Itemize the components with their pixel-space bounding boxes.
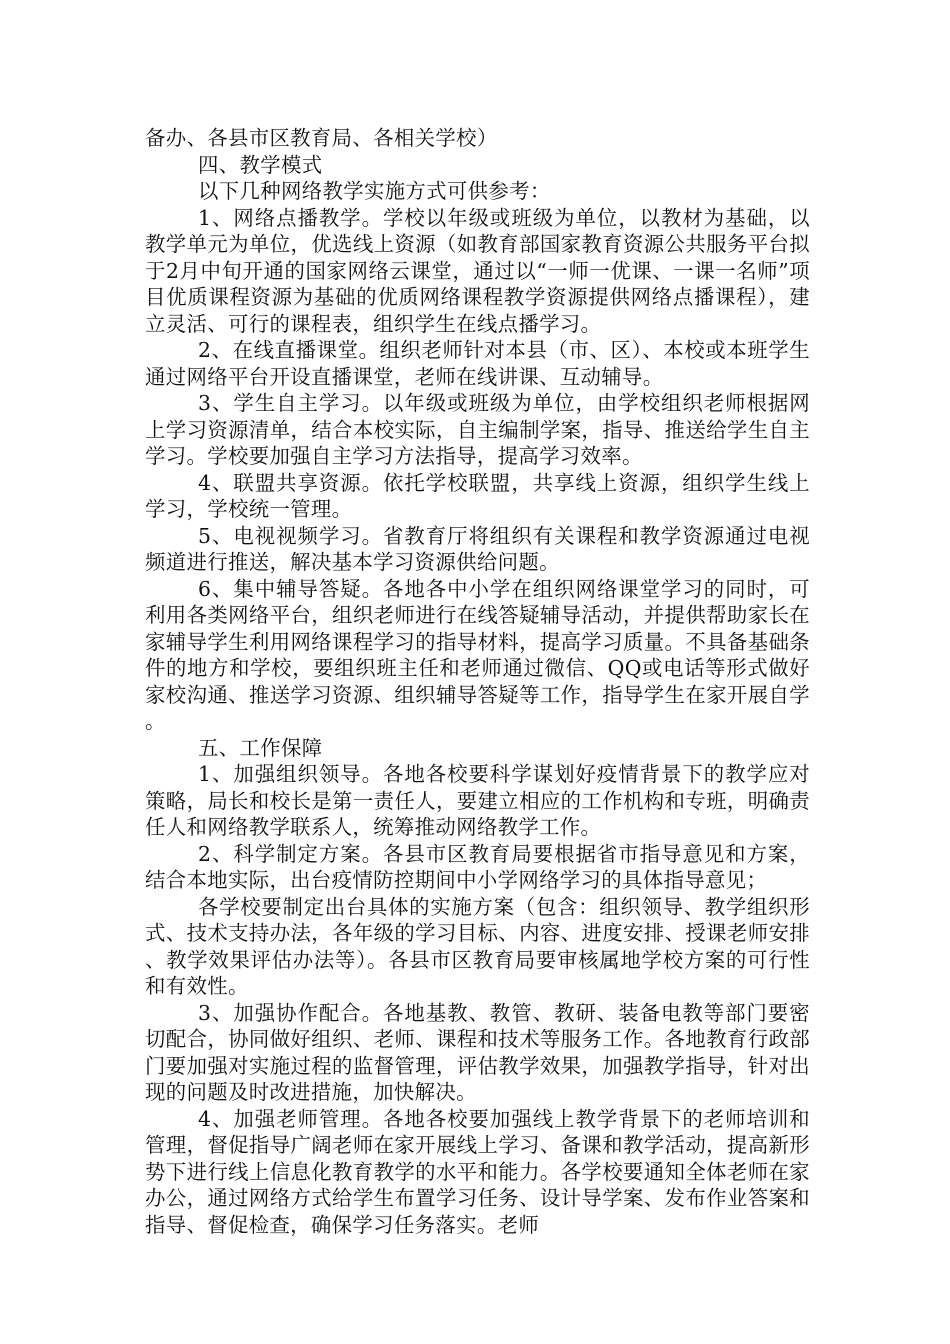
paragraph-guarantee-2: 2、科学制定方案。各县市区教育局要根据省市指导意见和方案，结合本地实际，出台疫情防控期间中小学网络学习的具体指导意见； [145, 841, 810, 892]
paragraph-item-5: 5、电视视频学习。省教育厅将组织有关课程和教学资源通过电视频道进行推送，解决基本学习资源供给问题。 [145, 523, 810, 574]
section-heading-teaching-mode: 四、教学模式 [198, 152, 323, 177]
paragraph-item-1: 1、网络点播教学。学校以年级或班级为单位，以教材为基础，以教学单元为单位，优选线上资源（如教育部国家教育资源公共服务平台拟于2月中旬开通的国家网络云课堂，通过以“一师一优课、一课一名师”项目优质课程资源为基础的优质网络课程教学资源提供网络点播课程），建立灵活、可行的课程表，组织学生在线点播学习。 [145, 205, 810, 336]
paragraph-item-3: 3、学生自主学习。以年级或班级为单位，由学校组织老师根据网上学习资源清单，结合本校实际，自主编制学案，指导、推送给学生自主学习。学校要加强自主学习方法指导，提高学习效率。 [145, 391, 810, 468]
document-body [145, 125, 810, 1238]
paragraph-guarantee-3: 3、加强协作配合。各地基教、教管、教研、装备电教等部门要密切配合，协同做好组织、老师、课程和技术等服务工作。各地教育行政部门要加强对实施过程的监督管理，评估教学效果，加强教学指导，针对出现的问题及时改进措施，加快解决。 [145, 1000, 810, 1104]
paragraph-item-4: 4、联盟共享资源。依托学校联盟，共享线上资源，组织学生线上学习，学校统一管理。 [145, 470, 810, 521]
paragraph-item-2: 2、在线直播课堂。组织老师针对本县（市、区）、本校或本班学生通过网络平台开设直播课堂，老师在线讲课、互动辅导。 [145, 338, 810, 389]
paragraph-guarantee-1: 1、加强组织领导。各地各校要科学谋划好疫情背景下的教学应对策略，局长和校长是第一责任人，要建立相应的工作机构和专班，明确责任人和网络教学联系人，统筹推动网络教学工作。 [145, 762, 810, 839]
paragraph-guarantee-2-schools: 各学校要制定出台具体的实施方案（包含：组织领导、教学组织形式、技术支持办法，各年级的学习目标、内容、进度安排、授课老师安排、教学效果评估办法等）。各县市区教育局要审核属地学校方案的可行性和有效性。 [145, 894, 810, 998]
paragraph-guarantee-4: 4、加强老师管理。各地各校要加强线上教学背景下的老师培训和管理，督促指导广阔老师在家开展线上学习、备课和教学活动，提高新形势下进行线上信息化教育教学的水平和能力。各学校要通知全体老师在家办公，通过网络方式给学生布置学习任务、设计导学案、发布作业答案和指导、督促检查，确保学习任务落实。老师 [145, 1106, 810, 1237]
section-heading-work-guarantee: 五、工作保障 [198, 735, 323, 760]
paragraph-intro-methods: 以下几种网络教学实施方式可供参考： [198, 179, 551, 203]
paragraph-item-6: 6、集中辅导答疑。各地各中小学在组织网络课堂学习的同时，可利用各类网络平台，组织老师进行在线答疑辅导活动，并提供帮助家长在家辅导学生利用网络课程学习的指导材料，提高学习质量。不具备基础条件的地方和学校，要组织班主任和老师通过微信、QQ或电话等形式做好家校沟通、推送学习资源、组织辅导答疑等工作，指导学生在家开展自学。 [145, 576, 810, 733]
paragraph-recipients-continued: 备办、各县市区教育局、各相关学校） [145, 126, 498, 150]
